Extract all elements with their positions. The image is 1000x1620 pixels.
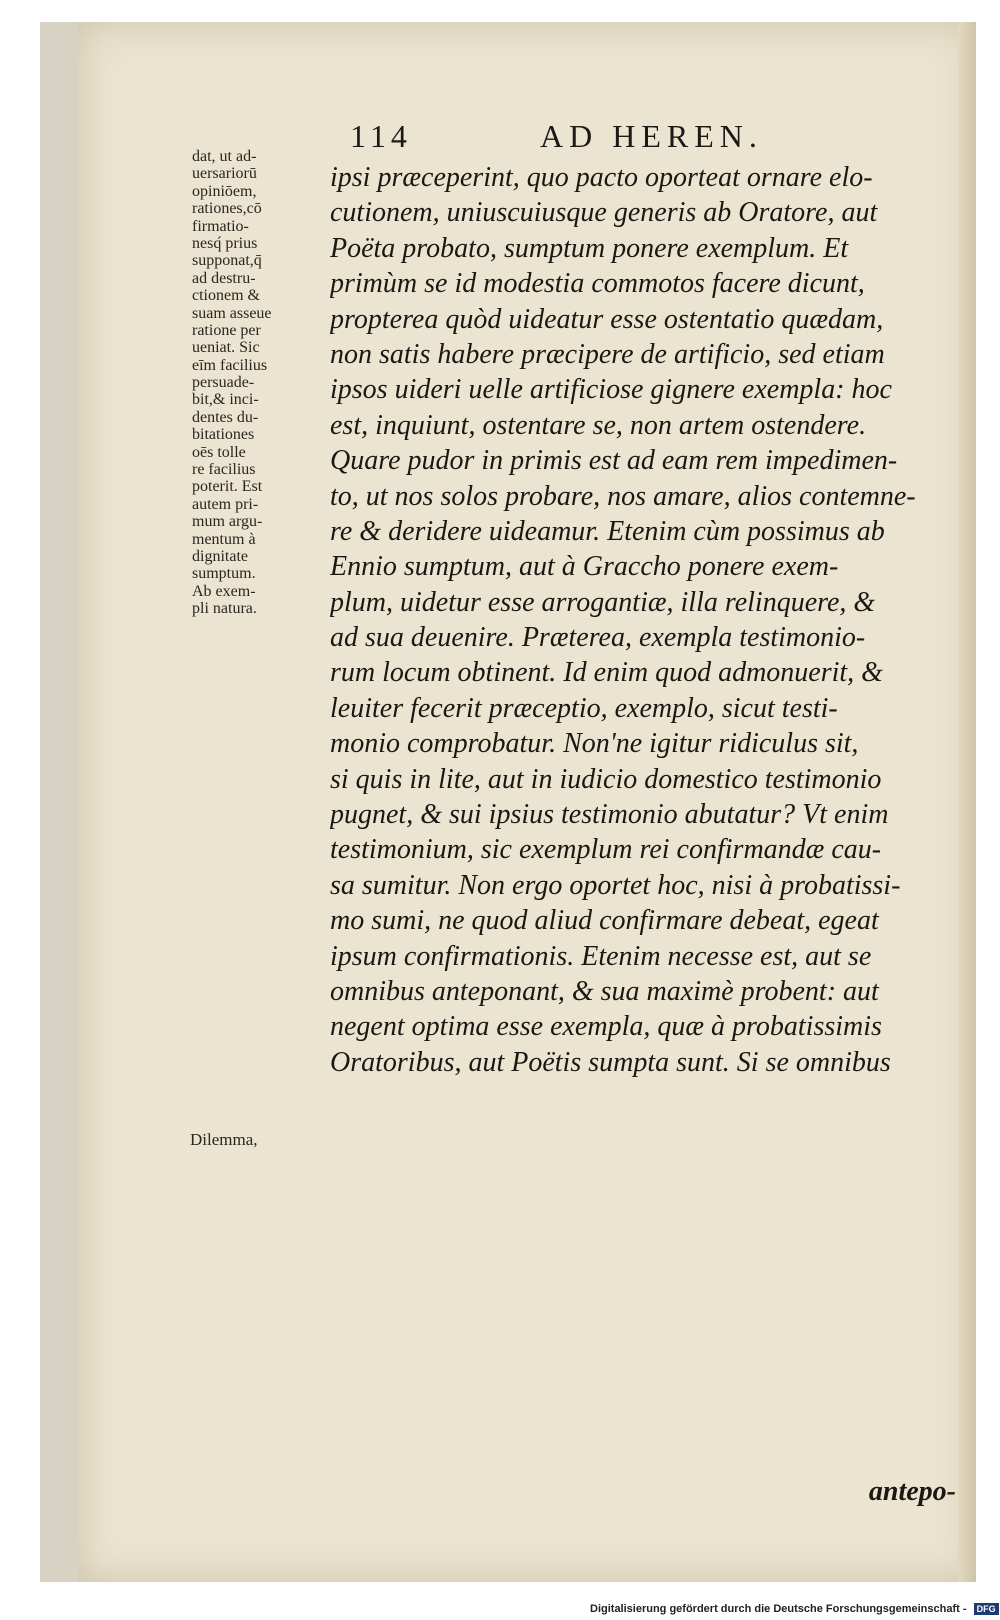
text-line: omnibus anteponant, & sua maximè probent: aut xyxy=(330,975,879,1007)
marginal-line: Ab exem- xyxy=(192,582,256,600)
marginal-line: poterit. Est xyxy=(192,478,263,496)
marginal-line: mentum à xyxy=(192,530,256,548)
text-line: Poëta probato, sumptum ponere exemplum. Et xyxy=(330,232,849,264)
text-line: si quis in lite, aut in iudicio domestico testimonio xyxy=(330,763,882,795)
marginal-line: persuade- xyxy=(192,374,255,392)
marginal-line: dignitate xyxy=(192,547,248,565)
text-line: ipsum confirmationis. Etenim necesse est, aut se xyxy=(330,940,872,972)
marginal-line: autem pri- xyxy=(192,495,259,513)
marginal-line: sumptum. xyxy=(192,565,256,583)
marginal-line: pli natura. xyxy=(192,600,257,618)
marginal-line: re facilius xyxy=(192,461,256,479)
marginal-line: dat, ut ad- xyxy=(192,148,257,165)
text-line: non satis habere præcipere de artificio, sed etiam xyxy=(330,338,885,370)
text-line: ad sua deuenire. Præterea, exempla testimonio- xyxy=(330,622,866,654)
text-line: to, ut nos solos probare, nos amare, alios contemne- xyxy=(330,480,916,512)
text-line: est, inquiunt, ostentare se, non artem ostendere. xyxy=(330,409,867,441)
marginal-note-dilemma: Dilemma, xyxy=(190,1130,258,1149)
text-line: re & deridere uideamur. Etenim cùm possimus ab xyxy=(330,515,885,547)
marginal-line: opiniōem, xyxy=(192,182,257,200)
marginal-line: nesq́ prius xyxy=(192,234,258,252)
text-line: testimonium, sic exemplum rei confirmandæ cau- xyxy=(330,834,882,866)
text-line: cutionem, uniuscuiusque generis ab Oratore, aut xyxy=(330,197,878,229)
marginal-line: bitationes xyxy=(192,426,255,444)
text-line: sa sumitur. Non ergo oportet hoc, nisi à probatissi- xyxy=(330,869,901,901)
marginal-line: suam asseue xyxy=(192,304,272,322)
digitization-credit xyxy=(590,1603,999,1615)
marginal-line: eīm facilius xyxy=(192,356,268,374)
text-line: Ennio sumptum, aut à Graccho ponere exem- xyxy=(330,551,839,583)
text-line: monio comprobatur. Non'ne igitur ridiculus sit, xyxy=(330,728,859,760)
running-title: AD HEREN. xyxy=(540,118,763,154)
text-line: pugnet, & sui ipsius testimonio abutatur? Vt enim xyxy=(330,799,889,831)
page-number: 114 xyxy=(350,118,412,154)
marginal-line: rationes,cō xyxy=(192,200,262,218)
text-line: ipsi præceperint, quo pacto oporteat ornare elo- xyxy=(330,162,873,193)
marginal-line: ratione per xyxy=(192,321,261,339)
marginal-line: uersariorū xyxy=(192,165,257,183)
text-line: Quare pudor in primis est ad eam rem impedimen- xyxy=(330,445,898,477)
text-line: leuiter fecerit præceptio, exemplo, sicut testi- xyxy=(330,692,838,724)
marginal-line: dentes du- xyxy=(192,408,259,426)
marginal-line: mum argu- xyxy=(192,513,263,531)
text-line: primùm se id modestia commotos facere dicunt, xyxy=(330,268,865,300)
marginal-note xyxy=(192,148,324,618)
marginal-line: ueniat. Sic xyxy=(192,339,260,357)
credit-text: Digitalisierung gefördert durch die Deutsche Forschungsgemeinschaft - xyxy=(590,1603,967,1615)
marginal-line: ctionem & xyxy=(192,287,260,305)
marginal-line: oēs tolle xyxy=(192,443,246,461)
text-line: mo sumi, ne quod aliud confirmare debeat, egeat xyxy=(330,905,879,937)
marginal-line: bit,& inci- xyxy=(192,391,259,409)
binding-strip xyxy=(40,22,78,1582)
text-line: propterea quòd uideatur esse ostentatio quædam, xyxy=(330,303,884,335)
marginal-line: supponat,q̄ xyxy=(192,252,262,270)
page-header xyxy=(350,118,850,158)
text-line: ipsos uideri uelle artificiose gignere exempla: hoc xyxy=(330,374,892,406)
text-line: Oratoribus, aut Poëtis sumpta sunt. Si se omnibus xyxy=(330,1046,891,1078)
catchword: antepo- xyxy=(868,1476,956,1507)
marginal-line: firmatio- xyxy=(192,217,249,235)
marginal-line: ad destru- xyxy=(192,269,256,287)
body-text xyxy=(330,160,978,1080)
text-line: negent optima esse exempla, quæ à probatissimis xyxy=(330,1011,882,1043)
dfg-logo: DFG xyxy=(974,1603,999,1615)
text-line: rum locum obtinent. Id enim quod admonuerit, & xyxy=(330,657,883,689)
text-line: plum, uidetur esse arrogantiæ, illa relinquere, & xyxy=(330,586,876,618)
